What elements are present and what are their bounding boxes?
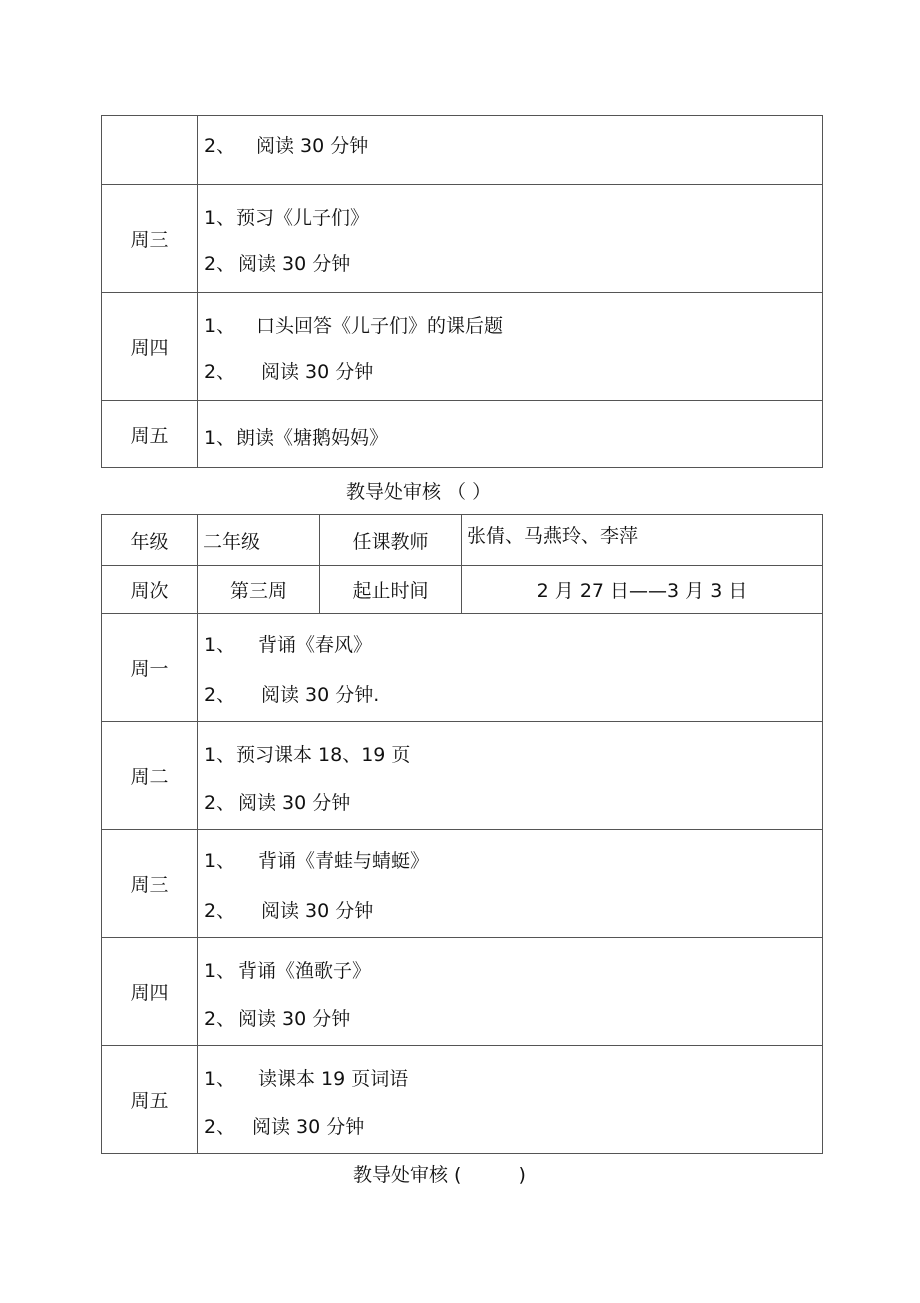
task-text: 阅读 30 分钟. [261, 684, 380, 706]
task-text: 阅读 30 分钟 [256, 135, 369, 157]
tasks-cell [198, 185, 823, 293]
tasks-cell [198, 722, 823, 830]
review-caption: 教导处审核 ( ) [353, 1164, 526, 1186]
task-number: 1、 [204, 850, 236, 872]
task-number: 1、 [204, 427, 236, 449]
task-text: 阅读 30 分钟 [261, 361, 374, 383]
table-row [102, 401, 823, 468]
table-row [102, 830, 823, 938]
task-line [204, 423, 388, 450]
header-row [102, 515, 823, 566]
table-row [102, 185, 823, 293]
day-cell: 周四 [102, 293, 198, 401]
task-number: 1、 [204, 960, 236, 982]
task-number: 2、 [204, 792, 236, 814]
teacher-label: 任课教师 [320, 515, 462, 566]
task-text: 预习《儿子们》 [236, 207, 370, 229]
task-number: 1、 [204, 744, 236, 766]
tasks-cell [198, 116, 823, 185]
week-label: 周次 [102, 566, 198, 614]
day-cell [102, 116, 198, 185]
task-line [204, 311, 503, 338]
day-cell: 周三 [102, 185, 198, 293]
task-number: 2、 [204, 900, 236, 922]
task-line [204, 956, 371, 983]
task-line [204, 1112, 364, 1139]
day-cell: 周二 [102, 722, 198, 830]
task-text: 读课本 19 页词语 [258, 1068, 409, 1090]
task-number: 2、 [204, 1008, 236, 1030]
task-text: 背诵《渔歌子》 [238, 960, 372, 982]
task-number: 1、 [204, 315, 236, 337]
task-text: 背诵《青蛙与蜻蜓》 [258, 850, 430, 872]
task-line [204, 131, 368, 158]
task-line [204, 896, 373, 923]
task-text: 阅读 30 分钟 [238, 1008, 351, 1030]
task-line [204, 1064, 408, 1091]
task-number: 1、 [204, 634, 236, 656]
table-row [102, 938, 823, 1046]
day-cell: 周四 [102, 938, 198, 1046]
day-cell: 周五 [102, 1046, 198, 1154]
table-row [102, 1046, 823, 1154]
task-line [204, 788, 350, 815]
task-number: 1、 [204, 207, 236, 229]
tasks-cell [198, 1046, 823, 1154]
tasks-cell [198, 293, 823, 401]
task-text: 朗读《塘鹅妈妈》 [236, 427, 389, 449]
header-row [102, 566, 823, 614]
homework-table-week2-continued [101, 115, 823, 468]
task-number: 2、 [204, 135, 236, 157]
tasks-cell [198, 938, 823, 1046]
task-text: 阅读 30 分钟 [238, 253, 351, 275]
task-line [204, 249, 350, 276]
table-row [102, 614, 823, 722]
task-number: 2、 [204, 361, 236, 383]
task-line [204, 203, 369, 230]
table-row [102, 116, 823, 185]
task-text: 背诵《春风》 [258, 634, 373, 656]
homework-table-week3 [101, 514, 823, 1154]
day-cell: 周三 [102, 830, 198, 938]
week-value: 第三周 [198, 566, 320, 614]
task-number: 2、 [204, 684, 236, 706]
task-number: 2、 [204, 1116, 236, 1138]
task-line [204, 680, 379, 707]
grade-value: 二年级 [198, 515, 320, 566]
tasks-cell [198, 614, 823, 722]
task-text: 口头回答《儿子们》的课后题 [256, 315, 504, 337]
task-number: 1、 [204, 1068, 236, 1090]
day-cell: 周五 [102, 401, 198, 468]
tasks-cell [198, 401, 823, 468]
task-line [204, 740, 410, 767]
task-text: 阅读 30 分钟 [252, 1116, 365, 1138]
table-row [102, 722, 823, 830]
period-value: 2 月 27 日——3 月 3 日 [462, 566, 823, 614]
task-line [204, 630, 372, 657]
teacher-value: 张倩、马燕玲、李萍 [462, 515, 823, 566]
period-label: 起止时间 [320, 566, 462, 614]
task-line [204, 1004, 350, 1031]
task-text: 阅读 30 分钟 [238, 792, 351, 814]
grade-label: 年级 [102, 515, 198, 566]
table-row [102, 293, 823, 401]
task-text: 阅读 30 分钟 [261, 900, 374, 922]
task-text: 预习课本 18、19 页 [236, 744, 411, 766]
task-line [204, 357, 373, 384]
task-number: 2、 [204, 253, 236, 275]
review-caption: 教导处审核 （ ） [346, 481, 492, 503]
day-cell: 周一 [102, 614, 198, 722]
task-line [204, 846, 429, 873]
tasks-cell [198, 830, 823, 938]
